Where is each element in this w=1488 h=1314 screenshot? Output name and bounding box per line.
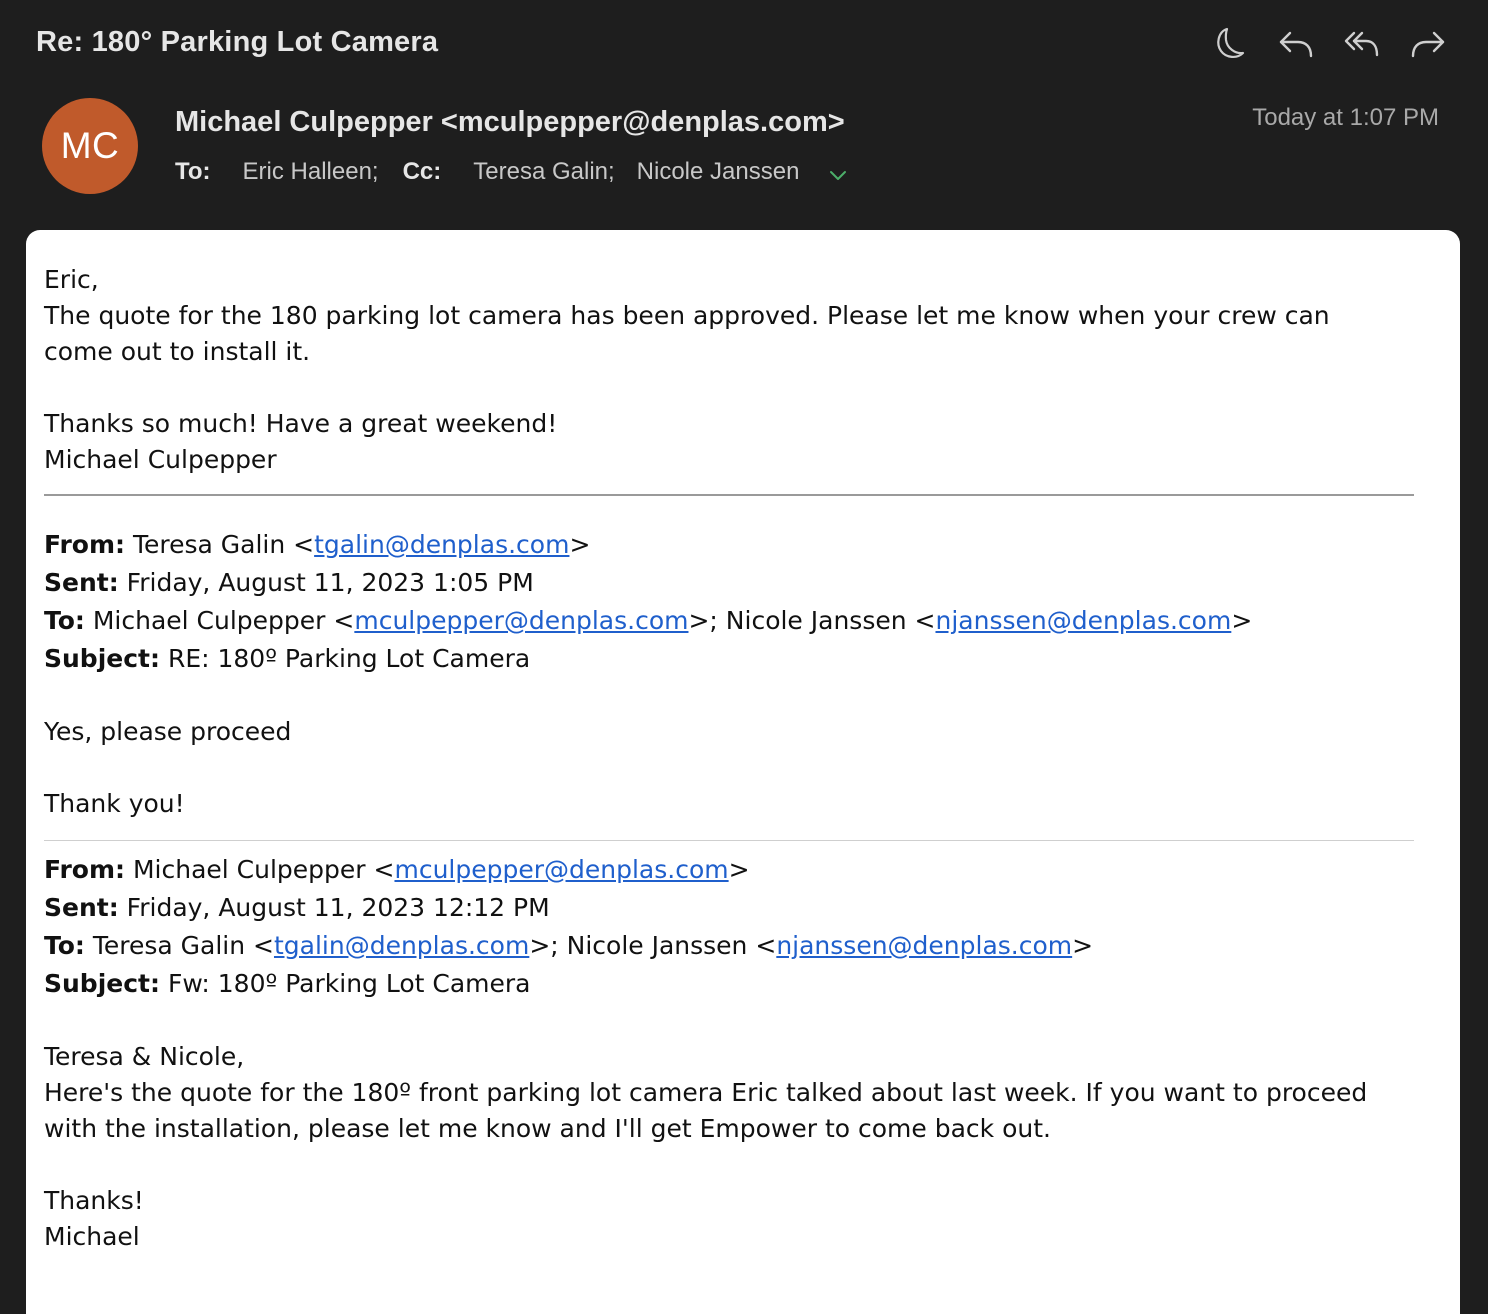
avatar: MC — [42, 98, 138, 194]
email-link[interactable]: tgalin@denplas.com — [314, 530, 570, 559]
forward-icon — [1410, 29, 1446, 59]
recipients-row — [175, 156, 847, 188]
message-body — [26, 230, 1460, 1314]
to-recipient[interactable]: Eric Halleen; — [242, 158, 379, 185]
sender-name[interactable]: Michael Culpepper <mculpepper@denplas.com> — [175, 106, 845, 138]
cc-recipient[interactable]: Teresa Galin; — [473, 158, 615, 185]
body-paragraph: The quote for the 180 parking lot camera has been approved. Please let me know when your crew can come out to install it. — [44, 301, 1330, 366]
quoted-subject: Subject: RE: 180º Parking Lot Camera — [44, 644, 531, 673]
title-bar — [0, 0, 1488, 92]
quoted-subject: Subject: Fw: 180º Parking Lot Camera — [44, 969, 531, 998]
email-link[interactable]: mculpepper@denplas.com — [354, 606, 689, 635]
message-toolbar — [1212, 26, 1446, 62]
quoted-closing: Thanks! — [44, 1186, 144, 1215]
email-link[interactable]: mculpepper@denplas.com — [394, 855, 729, 884]
quoted-from: From: Michael Culpepper <mculpepper@denplas.com> — [44, 855, 750, 884]
message-date: Today at 1:07 PM — [1252, 104, 1439, 131]
to-label: To: — [175, 158, 211, 185]
cc-label: Cc: — [402, 158, 442, 185]
greeting: Eric, — [44, 265, 99, 294]
reply-all-icon — [1344, 29, 1380, 59]
quoted-signature: Michael — [44, 1222, 140, 1251]
message-header — [0, 92, 1488, 222]
reply-icon — [1278, 29, 1314, 59]
chevron-down-icon — [829, 169, 847, 181]
expand-recipients-button[interactable] — [829, 160, 847, 188]
quoted-body-line: Yes, please proceed — [44, 717, 292, 746]
snooze-button[interactable] — [1212, 26, 1248, 62]
quoted-body-line: Thank you! — [44, 789, 185, 818]
reply-all-button[interactable] — [1344, 26, 1380, 62]
moon-icon — [1213, 26, 1247, 62]
quoted-to: To: Michael Culpepper <mculpepper@denplas.com>; Nicole Janssen <njanssen@denplas.com> — [44, 606, 1253, 635]
email-link[interactable]: njanssen@denplas.com — [776, 931, 1073, 960]
quoted-from: From: Teresa Galin <tgalin@denplas.com> — [44, 530, 591, 559]
quoted-sent: Sent: Friday, August 11, 2023 12:12 PM — [44, 893, 550, 922]
email-link[interactable]: tgalin@denplas.com — [273, 931, 530, 960]
divider — [44, 494, 1414, 496]
cc-recipient[interactable]: Nicole Janssen — [636, 158, 800, 185]
closing: Thanks so much! Have a great weekend! — [44, 409, 558, 438]
email-link[interactable]: njanssen@denplas.com — [935, 606, 1232, 635]
quoted-to: To: Teresa Galin <tgalin@denplas.com>; Nicole Janssen <njanssen@denplas.com> — [44, 931, 1094, 960]
message-subject-title: Re: 180° Parking Lot Camera — [36, 26, 439, 58]
signature: Michael Culpepper — [44, 445, 277, 474]
quoted-body-paragraph: Here's the quote for the 180º front parking lot camera Eric talked about last week. If you want to proceed with the installation, please let me know and I'll get Empower to come back out. — [44, 1078, 1368, 1143]
reply-button[interactable] — [1278, 26, 1314, 62]
forward-button[interactable] — [1410, 26, 1446, 62]
message-content — [44, 262, 1414, 1255]
quoted-sent: Sent: Friday, August 11, 2023 1:05 PM — [44, 568, 534, 597]
divider — [44, 840, 1414, 841]
quoted-greeting: Teresa & Nicole, — [44, 1042, 245, 1071]
